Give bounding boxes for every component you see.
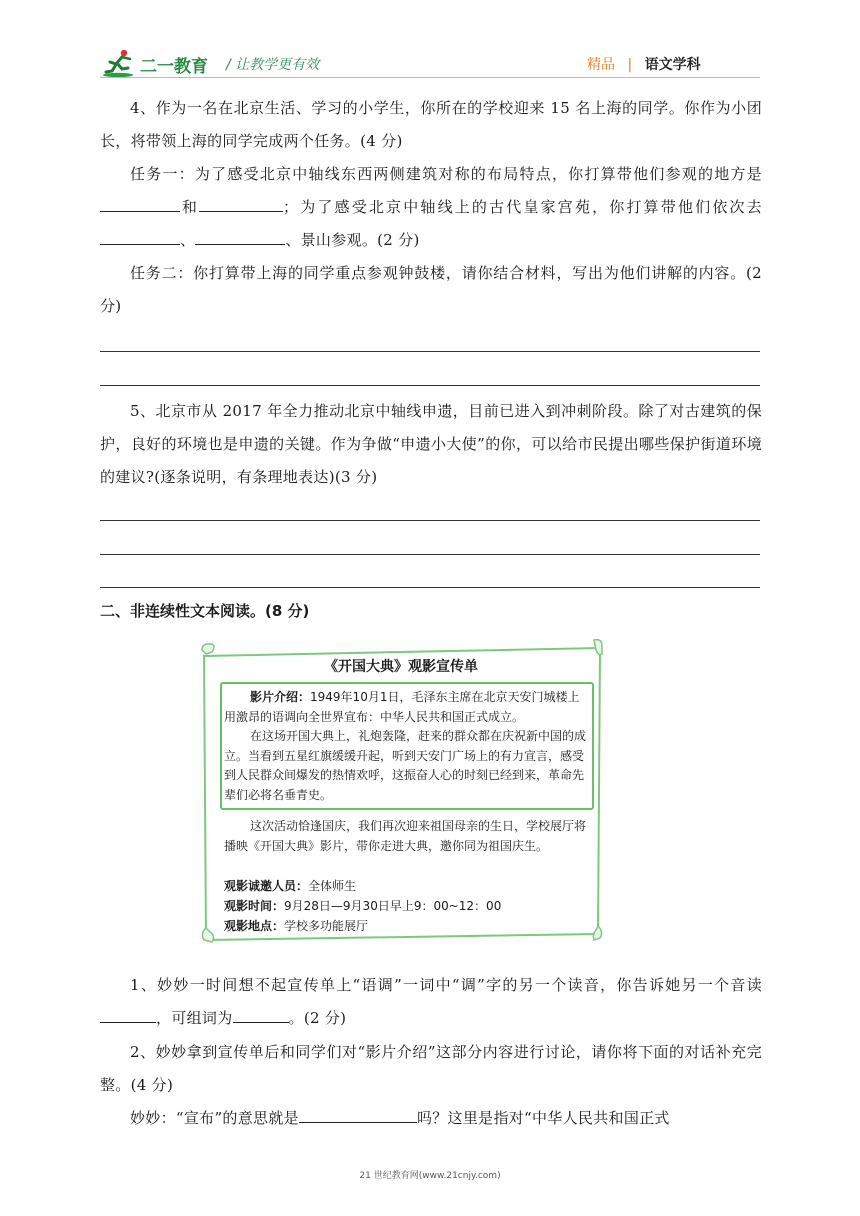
flyer-intro xyxy=(224,688,586,805)
s2q1-text-a: 1、妙妙一时间想不起宣传单上“语调”一词中“调”字的另一个读音，你告诉她另一个音读 xyxy=(130,976,762,994)
dialogue-text-a: 妙妙：“宣布”的意思就是 xyxy=(130,1109,299,1127)
flyer-time-row xyxy=(224,897,501,914)
answer-blank-meaning[interactable] xyxy=(299,1104,417,1123)
section-2-question-2-stem: 2、妙妙拿到宣传单后和同学们对“影片介绍”这部分内容进行讨论，请你将下面的对话补充完整。(4 分) xyxy=(100,1043,762,1094)
quality-tag: 精品 xyxy=(587,57,615,73)
brand-logo-text: 二一教育 xyxy=(140,57,208,77)
question-4-stem: 4、作为一名在北京生活、学习的小学生，你所在的学校迎来 15 名上海的同学。你作为小团长，将带领上海的同学完成两个任务。(4 分) xyxy=(100,99,762,150)
section-2-question-1 xyxy=(100,969,762,1035)
flyer-title: 《开国大典》观影宣传单 xyxy=(324,659,478,675)
flyer-invite-value: 全体师生 xyxy=(308,879,357,893)
task1-text-e: 、景山参观。(2 分) xyxy=(285,231,420,249)
flyer-place-label: 观影地点： xyxy=(224,919,285,933)
flyer-invite-row xyxy=(224,877,356,894)
s2q1-text-c: 。(2 分) xyxy=(288,1009,347,1027)
header-subject-info xyxy=(587,54,701,74)
answer-line[interactable] xyxy=(100,351,760,352)
answer-line[interactable] xyxy=(100,520,760,521)
flyer-intro-paragraph-2: 在这场开国大典上，礼炮轰隆，赶来的群众都在庆祝新中国的成立。当看到五星红旗缓缓升起，听到天安门广场上的有力宣言，感受到人民群众间爆发的热情欢呼，这振奋人心的时刻已经到来，革命先辈们必将名垂青史。 xyxy=(224,729,587,802)
brand-slogan: / 让教学更有效 xyxy=(226,57,320,73)
answer-blank-1[interactable] xyxy=(100,193,180,212)
answer-line[interactable] xyxy=(100,554,760,555)
task1-text-c: ；为了感受北京中轴线上的古代皇家宫苑，你打算带他们依次去 xyxy=(283,198,762,216)
section-2-heading: 二、非连续性文本阅读。(8 分) xyxy=(100,602,310,620)
flyer-place-row xyxy=(224,917,368,934)
answer-line[interactable] xyxy=(100,385,760,386)
question-5-stem: 5、北京市从 2017 年全力推动北京中轴线申遗，目前已进入到冲刺阶段。除了对古建筑的保护，良好的环境也是申遗的关键。作为争做“申遗小大使”的你，可以给市民提出哪些保护街道环境的建议?(逐条说明，有条理地表达)(3 分) xyxy=(100,402,762,486)
section-2-question-2-dialogue xyxy=(100,1102,762,1135)
dialogue-text-b: 吗？这里是指对“中华人民共和国正式 xyxy=(416,1109,670,1127)
flyer-time-label: 观影时间： xyxy=(224,899,285,913)
flyer-place-value: 学校多功能展厅 xyxy=(284,919,369,933)
header-separator: | xyxy=(627,57,633,73)
flyer-time-value: 9月28日—9月30日早上9：00~12：00 xyxy=(284,899,502,913)
task1-text-d: 、 xyxy=(180,231,196,249)
flyer-intro-text-1: 1949年10月1日，毛泽东主席在北京天安门城楼上用激昂的语调向全世界宣布：中华人民共和国正式成立。 xyxy=(224,690,580,724)
subject-label: 语文学科 xyxy=(644,57,701,73)
page-header xyxy=(0,0,860,80)
header-divider xyxy=(100,77,760,78)
s2q1-text-b: ，可组词为 xyxy=(156,1009,233,1027)
flyer-notice-text: 这次活动恰逢国庆，我们再次迎来祖国母亲的生日，学校展厅将播映《开国大典》影片，带你走进大典，邀你同为祖国庆生。 xyxy=(224,819,587,853)
flyer-intro-label: 影片介绍： xyxy=(250,690,311,704)
running-figure-logo-icon xyxy=(102,48,138,78)
task1-text-a: 任务一：为了感受北京中轴线东西两侧建筑对称的布局特点，你打算带他们参观的地方是 xyxy=(130,165,762,183)
page-footer: 21 世纪教育网(www.21cnjy.com) xyxy=(359,1171,501,1181)
answer-blank-3[interactable] xyxy=(100,226,180,245)
flyer-notice xyxy=(224,817,586,856)
flyer-invite-label: 观影诚邀人员： xyxy=(224,879,309,893)
flyer-intro-paragraph-1 xyxy=(224,688,586,727)
answer-blank-pronunciation[interactable] xyxy=(100,1004,156,1023)
answer-line[interactable] xyxy=(100,587,760,588)
task1-text-b: 和 xyxy=(180,198,200,216)
question-4-task-2: 任务二：你打算带上海的同学重点参观钟鼓楼，请你结合材料，写出为他们讲解的内容。(2 分) xyxy=(100,264,762,315)
answer-blank-2[interactable] xyxy=(199,193,283,212)
answer-blank-4[interactable] xyxy=(195,226,285,245)
question-4-task-1 xyxy=(100,158,762,257)
answer-blank-word[interactable] xyxy=(233,1004,289,1023)
